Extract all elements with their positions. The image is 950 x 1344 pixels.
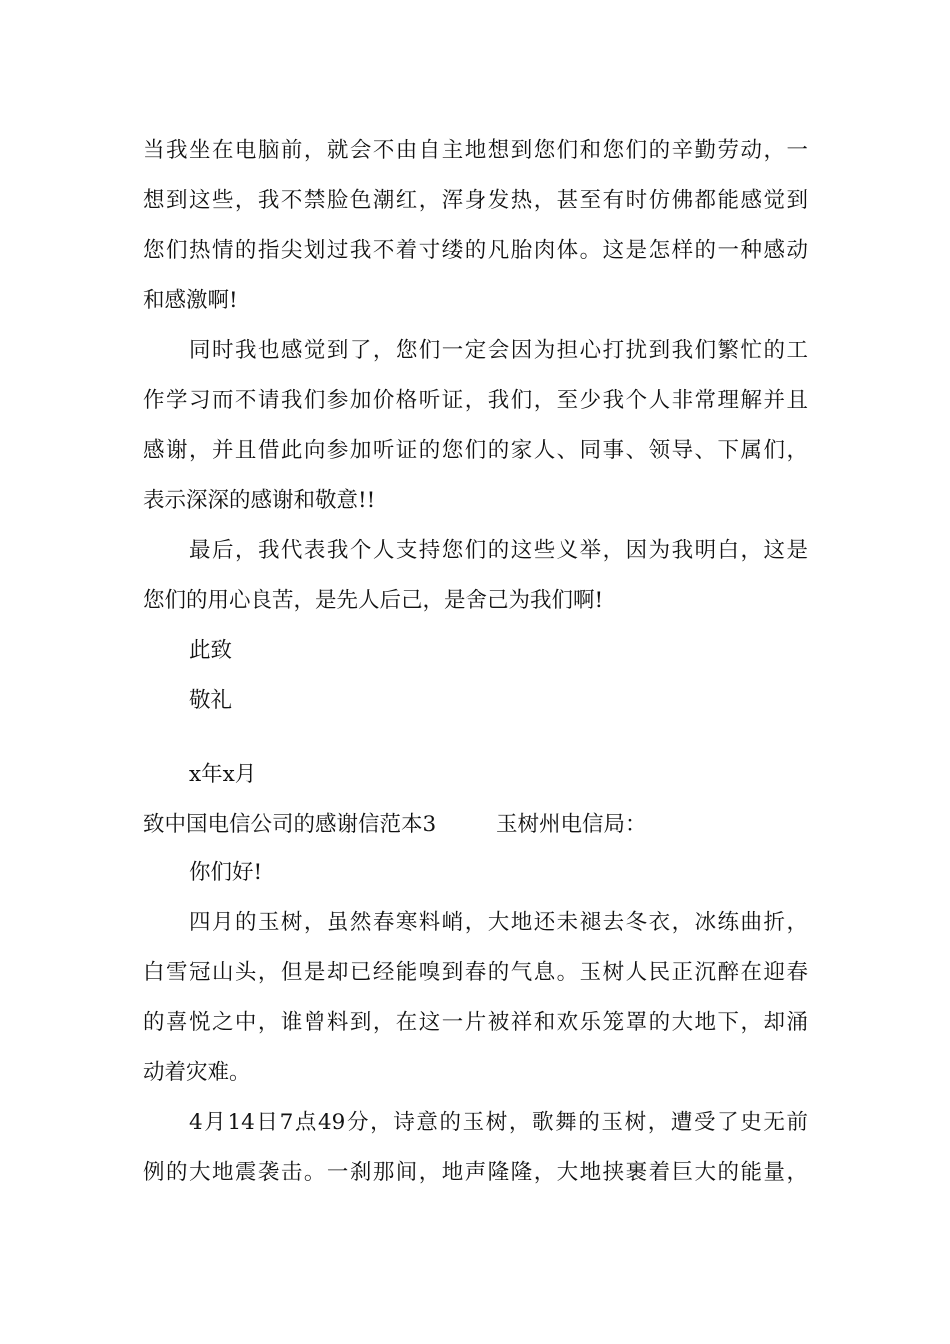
paragraph-line: 想到这些，我不禁脸色潮红，浑身发热，甚至有时仿佛都能感觉到: [143, 188, 808, 213]
paragraph-line: 作学习而不请我们参加价格听证，我们，至少我个人非常理解并且: [143, 388, 808, 413]
section-heading: 致中国电信公司的感谢信范本3: [143, 812, 437, 837]
paragraph-line: 动着灾难。: [143, 1060, 251, 1085]
closing-line: 此致: [189, 638, 233, 663]
paragraph-line: 您们的用心良苦，是先人后己，是舍己为我们啊!: [143, 588, 604, 613]
paragraph-line: 感谢，并且借此向参加听证的您们的家人、同事、领导、下属们，: [143, 438, 808, 463]
paragraph-line: 4月14日7点49分，诗意的玉树，歌舞的玉树，遭受了史无前: [189, 1110, 808, 1135]
paragraph-line: 最后，我代表我个人支持您们的这些义举，因为我明白，这是: [189, 538, 808, 563]
paragraph-line: 您们热情的指尖划过我不着寸缕的凡胎肉体。这是怎样的一种感动: [143, 238, 808, 263]
paragraph-line: 同时我也感觉到了，您们一定会因为担心打扰到我们繁忙的工: [189, 338, 808, 363]
closing-salute: 敬礼: [189, 688, 233, 713]
paragraph-line: 和感激啊!: [143, 288, 238, 313]
recipient-line: 玉树州电信局：: [496, 812, 647, 837]
paragraph-line: 表示深深的感谢和敬意!!: [143, 488, 376, 513]
greeting-line: 你们好!: [189, 860, 263, 885]
paragraph-line: 四月的玉树，虽然春寒料峭，大地还未褪去冬衣，冰练曲折，: [189, 910, 808, 935]
paragraph-line: 例的大地震袭击。一刹那间，地声隆隆，大地挟裹着巨大的能量，: [143, 1160, 808, 1185]
paragraph-line: 的喜悦之中，谁曾料到，在这一片被祥和欢乐笼罩的大地下，却涌: [143, 1010, 808, 1035]
letter-date: x年x月: [189, 762, 257, 787]
paragraph-line: 白雪冠山头，但是却已经能嗅到春的气息。玉树人民正沉醉在迎春: [143, 960, 808, 985]
paragraph-line: 当我坐在电脑前，就会不由自主地想到您们和您们的辛勤劳动，一: [143, 138, 808, 163]
